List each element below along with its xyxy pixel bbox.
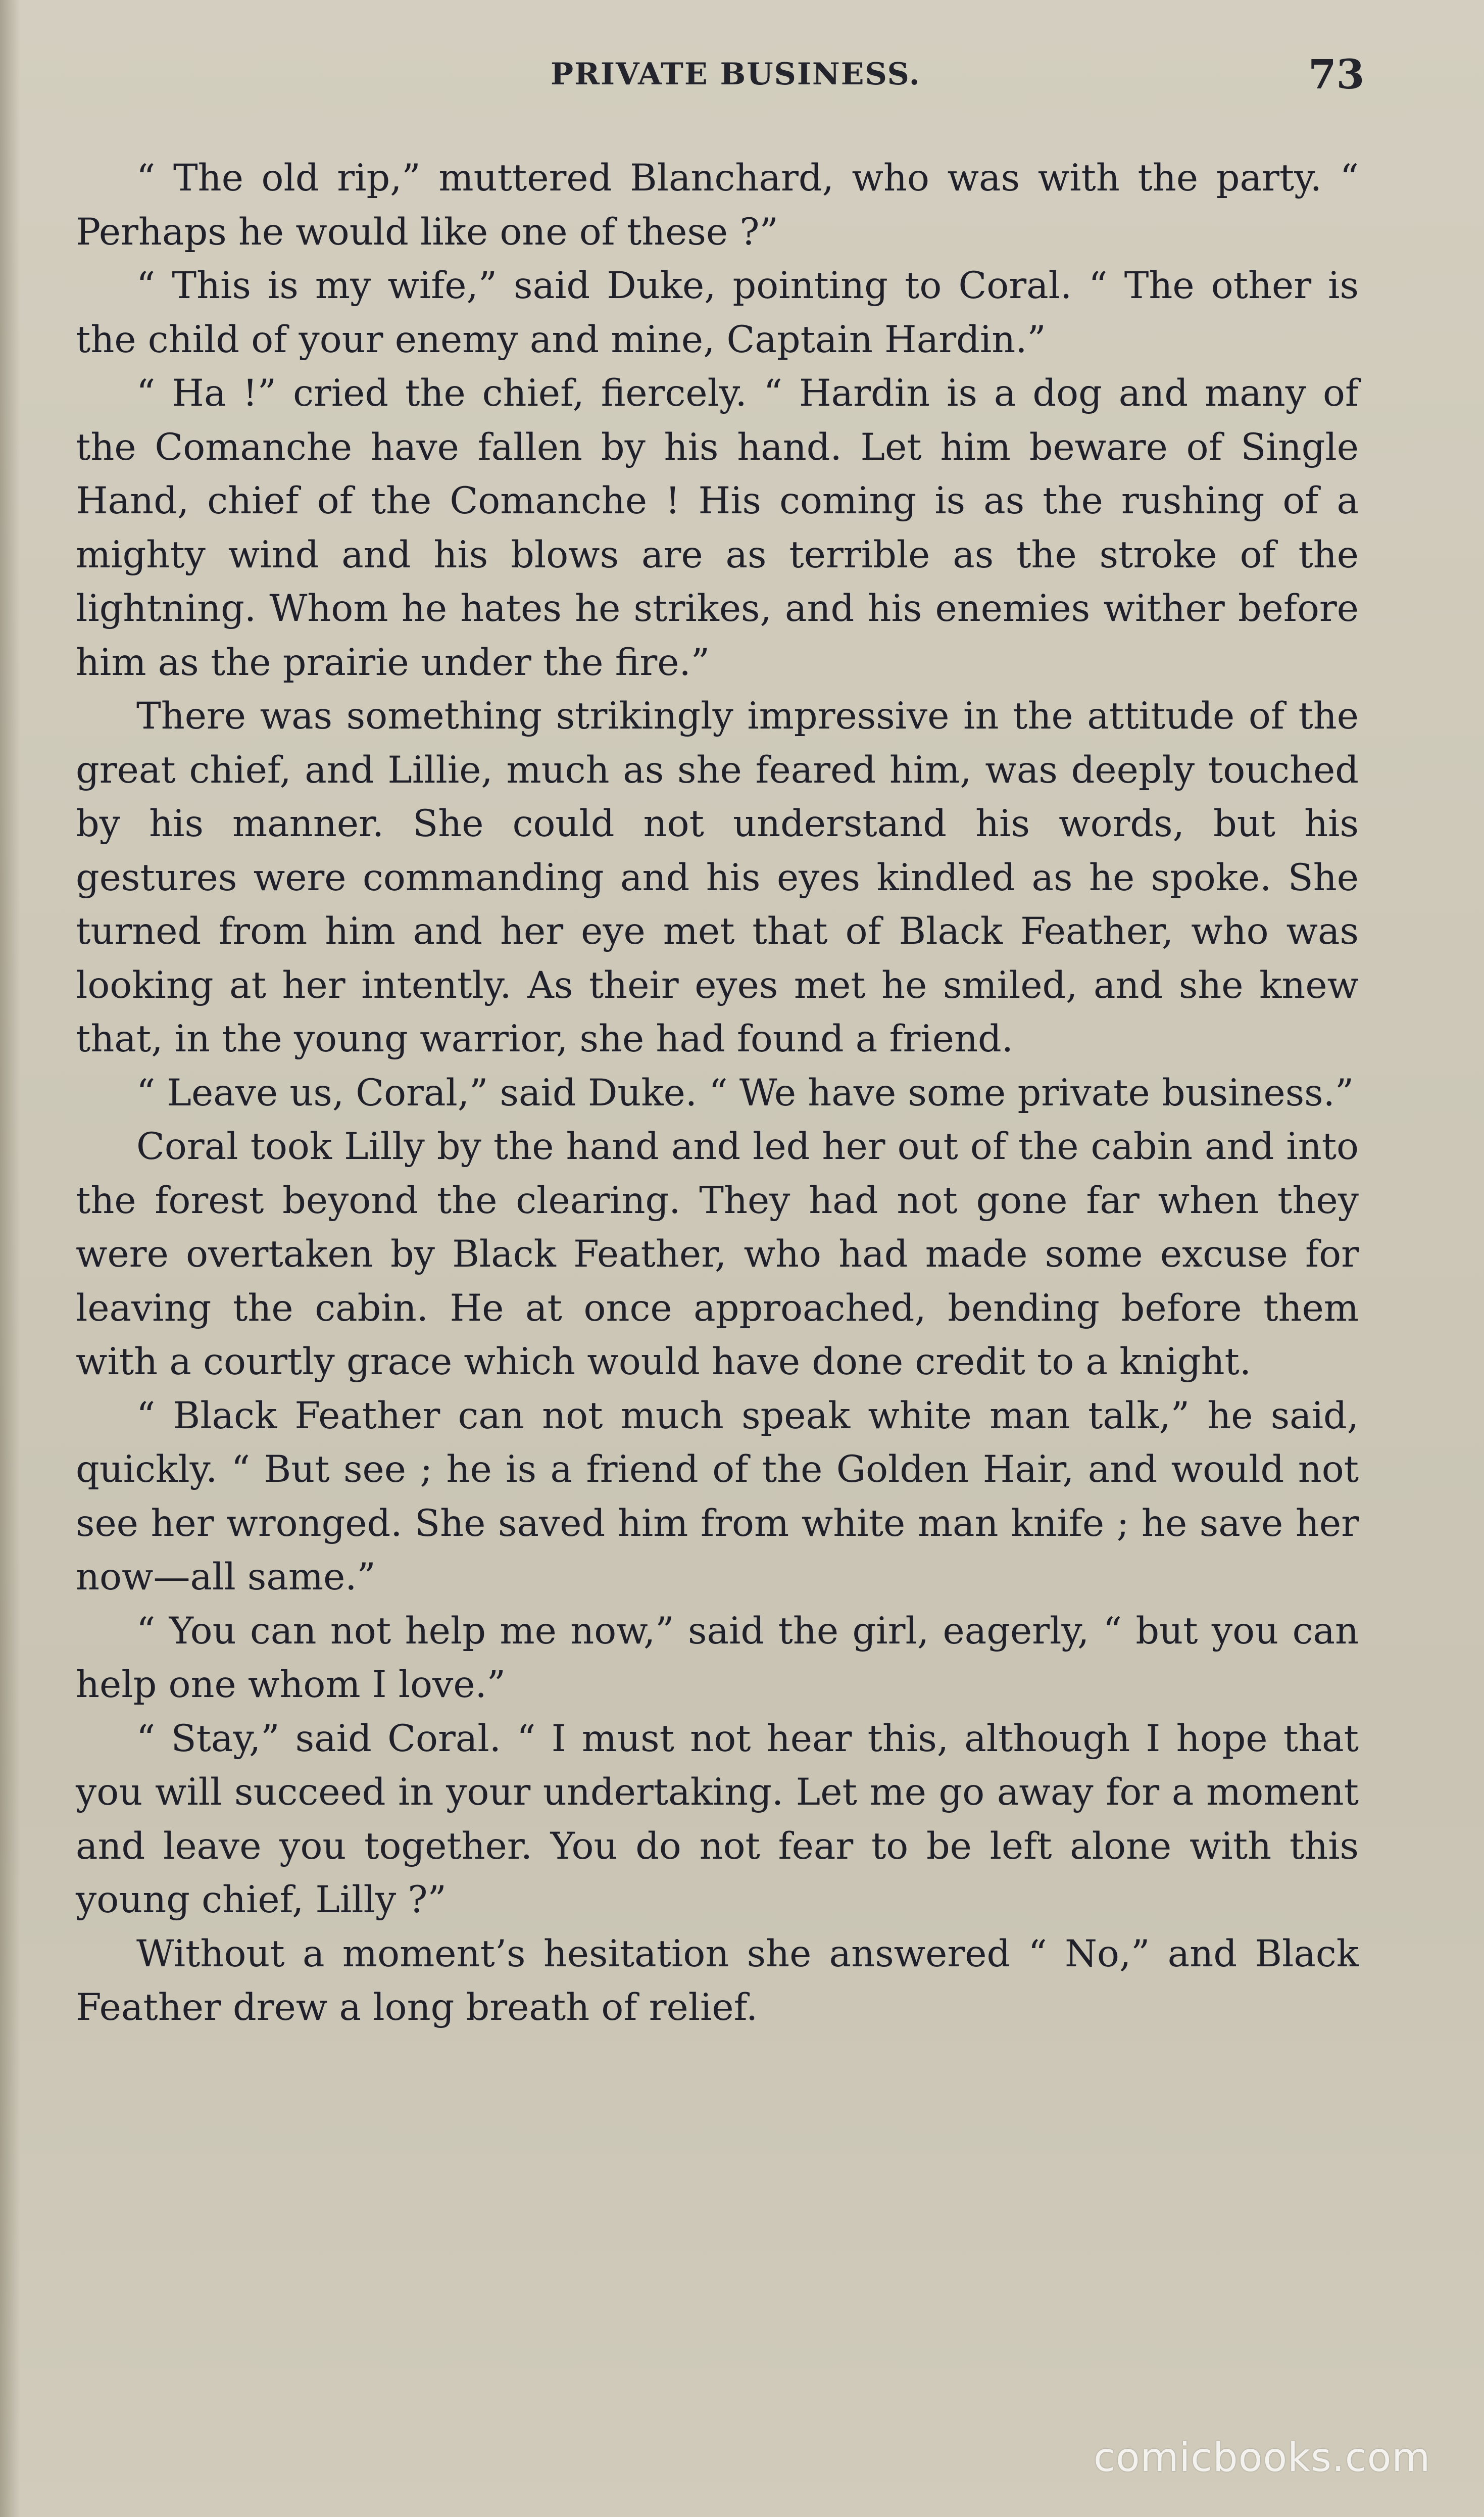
page-edge-shadow: [0, 0, 20, 2517]
body-text: [76, 152, 1359, 2035]
paragraph: “ Stay,” said Coral. “ I must not hear this, although I hope that you will succeed in your undertaking. Let me go away for a moment and leave you together. You do not fear to be left alone with this young chief, Lilly ?”: [76, 1717, 1359, 1921]
paragraph: “ Leave us, Coral,” said Duke. “ We have some private business.”: [136, 1071, 1354, 1115]
page-number: 73: [1308, 51, 1365, 98]
paragraph: “ Ha !” cried the chief, fiercely. “ Hardin is a dog and many of the Comanche have fallen by his hand. Let him beware of Single Hand, chief of the Comanche ! His coming is as the rushing of a mighty wind and his blows are as terrible as the stroke of the lightning. Whom he hates he strikes, and his enemies wither before him as the prairie under the fire.”: [76, 372, 1359, 684]
watermark: comicbooks.com: [1094, 2435, 1431, 2481]
paragraph: There was something strikingly impressive in the attitude of the great chief, and Lillie, much as she feared him, was deeply touched by his manner. She could not understand his words, but his gestures were commanding and his eyes kindled as he spoke. She turned from him and her eye met that of Black Feather, who was looking at her intently. As their eyes met he smiled, and she knew that, in the young warrior, she had found a friend.: [76, 695, 1359, 1060]
paragraph: Without a moment’s hesitation she answered “ No,” and Black Feather drew a long breath of relief.: [76, 1932, 1359, 2029]
paragraph: “ You can not help me now,” said the girl, eagerly, “ but you can help one whom I love.”: [76, 1609, 1359, 1706]
running-title: PRIVATE BUSINESS.: [551, 57, 921, 92]
paragraph: “ Black Feather can not much speak white man talk,” he said, quickly. “ But see ; he is a friend of the Golden Hair, and would not see her wronged. She saved him from white man knife ; he save her now—all same.”: [76, 1394, 1359, 1599]
paragraph: Coral took Lilly by the hand and led her out of the cabin and into the forest beyond the clearing. They had not gone far when they were overtaken by Black Feather, who had made some excuse for leaving the cabin. He at once approached, bending before them with a courtly grace which would have done credit to a knight.: [76, 1125, 1359, 1383]
paragraph: “ The old rip,” muttered Blanchard, who was with the party. “ Perhaps he would like one of these ?”: [76, 157, 1359, 254]
paragraph: “ This is my wife,” said Duke, pointing to Coral. “ The other is the child of your enemy and mine, Captain Hardin.”: [76, 264, 1359, 361]
